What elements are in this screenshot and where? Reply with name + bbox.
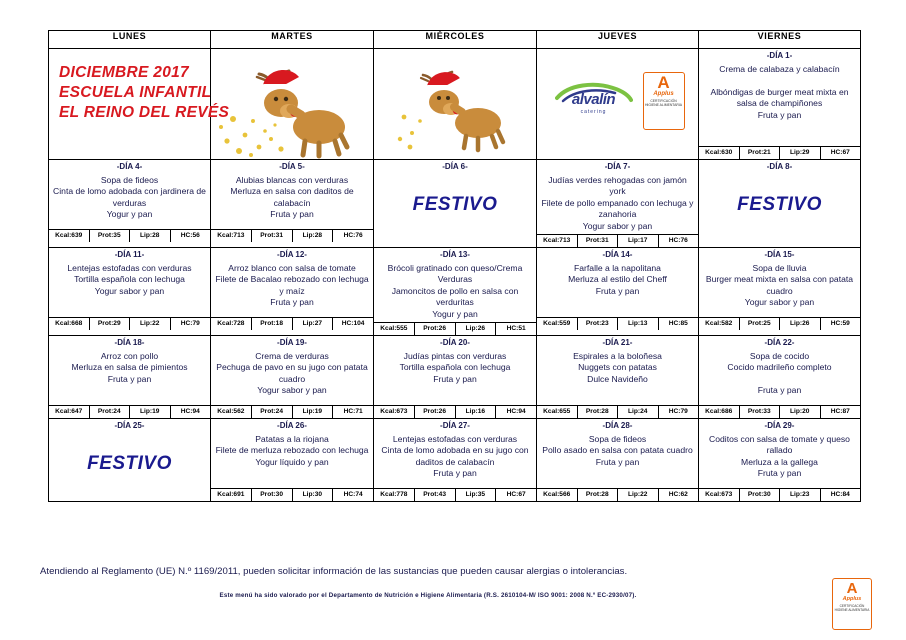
menu-cell-dia-27 [374, 419, 537, 502]
title-line-name: EL REINO DEL REVÉS [59, 104, 230, 121]
week-row-3 [49, 248, 861, 336]
nutrition-lip: Lip:17 [618, 235, 659, 247]
day-label: -DÍA 19- [277, 338, 307, 348]
nutrition-kcal: Kcal:562 [211, 406, 252, 418]
applus-cert-text: CERTIFICACIÓN HIGIENE ALIMENTARIA [644, 99, 683, 108]
nutrition-kcal: Kcal:555 [374, 323, 415, 335]
day-label: -DÍA 25- [114, 421, 145, 431]
nutrition-row [699, 488, 860, 501]
nutrition-row [49, 229, 210, 242]
day-label: -DÍA 4- [116, 162, 143, 171]
menu-cell-dia-13 [374, 248, 537, 336]
table-header-row [49, 31, 861, 49]
nutrition-row [537, 234, 698, 247]
nutrition-prot: Prot:23 [578, 318, 619, 330]
nutrition-row [699, 146, 860, 159]
meal-lines [537, 260, 698, 299]
menu-cell-dia-21 [537, 336, 699, 419]
nutrition-prot: Prot:43 [415, 489, 456, 501]
menu-cell-dia-5 [211, 160, 374, 248]
column-header-martes: MARTES [211, 31, 374, 49]
nutrition-hc: HC:74 [343, 491, 363, 499]
meal-line: Cinta de lomo adobada en su jugo con daditos de calabacín [381, 445, 529, 467]
day-label: -DÍA 22- [764, 338, 795, 348]
nutrition-prot: Prot:26 [415, 323, 456, 335]
meal-line: Burger meat mixta en salsa con patata cuadro [705, 274, 854, 296]
week-row-2 [49, 160, 861, 248]
nutrition-prot: Prot:33 [740, 406, 781, 418]
meal-lines [49, 172, 210, 223]
nutrition-lip: Lip:26 [780, 318, 821, 330]
meal-line: Jamoncitos de pollo en salsa con verduritas [391, 285, 519, 308]
nutrition-hc: HC:62 [668, 491, 688, 499]
meal-lines [211, 348, 373, 399]
nutrition-lip: Lip:22 [618, 489, 659, 501]
day-label: -DÍA 8- [766, 162, 793, 171]
menu-cell-dia-6-festivo [374, 160, 537, 248]
allergen-legal-text: Atendiendo al Reglamento (UE) N.º 1169/2011, pueden solicitar información de las sustancias que pueden causar alergias o intolerancias. [40, 566, 628, 577]
menu-cell-dia-4 [49, 160, 211, 248]
title-line-month: DICIEMBRE 2017 [59, 64, 189, 81]
meal-line: Sopa de fideos [100, 175, 159, 185]
meal-line: Espirales a la boloñesa [573, 351, 662, 362]
menu-cell-dia-28 [537, 419, 699, 502]
nutrition-hc: HC:87 [830, 408, 850, 416]
day-label: -DÍA 28- [602, 421, 633, 431]
nutrition-lip: Lip:27 [293, 318, 334, 330]
menu-cell-dia-26 [211, 419, 374, 502]
nutrition-row [374, 322, 536, 335]
meal-line: Yogur sabor y pan [94, 285, 165, 296]
meal-line: Dulce Navideño [587, 373, 648, 384]
nutrition-hc: HC:76 [668, 237, 688, 245]
nutrition-hc: HC:84 [830, 491, 850, 499]
day-label: -DÍA 11- [114, 250, 145, 260]
meal-line: Merluza al estilo del Cheff [568, 274, 667, 285]
nutrition-hc: HC:94 [506, 408, 526, 416]
meal-line: Judías pintas con verduras [403, 351, 507, 362]
nutrition-kcal: Kcal:673 [374, 406, 415, 418]
meal-line: Fruta y pan [595, 456, 640, 467]
meal-lines [699, 431, 860, 482]
nutrition-lip: Lip:19 [130, 406, 171, 418]
day-label: -DÍA 6- [442, 162, 468, 171]
nutrition-lip: Lip:26 [456, 323, 497, 335]
nutrition-prot: Prot:35 [90, 230, 131, 242]
nutrition-kcal: Kcal:566 [537, 489, 578, 501]
column-header-viernes: VIERNES [699, 31, 861, 49]
meal-lines [374, 348, 536, 387]
nutrition-row-empty [374, 230, 536, 242]
meal-line: Fruta y pan [433, 373, 477, 384]
nutrition-hc: HC:67 [506, 491, 526, 499]
nutrition-lip: Lip:19 [293, 406, 334, 418]
meal-lines [211, 172, 373, 223]
day-label: -DÍA 27- [440, 421, 470, 431]
nutrition-row [211, 405, 373, 418]
nutrition-kcal: Kcal:630 [699, 147, 740, 159]
column-header-jueves: JUEVES [537, 31, 699, 49]
nutrition-row [211, 317, 373, 330]
menu-cell-dia-25-festivo [49, 419, 211, 502]
menu-cell-dia-12 [211, 248, 374, 336]
nutrition-kcal: Kcal:686 [699, 406, 740, 418]
nutrition-hc: HC:56 [180, 232, 200, 239]
menu-cell-dia-8-festivo [699, 160, 861, 248]
nutrition-lip: Lip:13 [618, 318, 659, 330]
festivo-label: FESTIVO [737, 194, 822, 215]
meal-lines [211, 260, 373, 311]
meal-line: Yogur sabor y pan [744, 297, 815, 308]
nutrition-kcal: Kcal:673 [699, 489, 740, 501]
meal-line: Crema de verduras [255, 351, 329, 362]
meal-line: Fruta y pan [757, 385, 802, 396]
nutrition-lip: Lip:16 [456, 406, 497, 418]
menu-cell-dia-15 [699, 248, 861, 336]
nutrition-prot: Prot:24 [90, 406, 131, 418]
nutrition-row [374, 405, 536, 418]
alvalin-tagline: catering [580, 109, 607, 115]
day-label: -DÍA 15- [764, 250, 795, 260]
meal-line: Fruta y pan [433, 468, 477, 479]
menu-cell-dia-18 [49, 336, 211, 419]
meal-line: Yogur y pan [432, 308, 478, 319]
meal-line: Crema de calabaza y calabacín [719, 64, 840, 74]
meal-lines [699, 260, 860, 311]
nutrition-prot: Prot:18 [252, 318, 293, 330]
nutrition-lip: Lip:28 [130, 230, 171, 242]
meal-line: Filete de Bacalao rebozado con lechuga y maíz [215, 274, 369, 296]
nutrition-lip: Lip:23 [780, 489, 821, 501]
meal-lines [537, 172, 698, 234]
menu-cell-dia-20 [374, 336, 537, 419]
day-label: -DÍA 21- [602, 338, 633, 348]
meal-lines [211, 431, 373, 470]
festivo-label: FESTIVO [412, 194, 498, 215]
nutrition-lip: Lip:28 [293, 230, 334, 242]
week-row-5 [49, 419, 861, 502]
menu-cell-dia-22 [699, 336, 861, 419]
menu-cell-dia-14 [537, 248, 699, 336]
menu-cell-dia-29 [699, 419, 861, 502]
nutrition-kcal: Kcal:713 [537, 235, 578, 247]
nutrition-lip: Lip:20 [780, 406, 821, 418]
meal-line [703, 374, 856, 385]
nutrition-hc: HC:51 [506, 325, 526, 333]
nutrition-prot: Prot:28 [578, 406, 619, 418]
nutrition-lip: Lip:24 [618, 406, 659, 418]
nutrition-lip: Lip:29 [780, 147, 821, 159]
nutrition-prot: Prot:25 [740, 318, 781, 330]
nutrition-kcal: Kcal:713 [211, 230, 252, 242]
nutrition-row [537, 317, 698, 330]
day-label: -DÍA 18- [114, 338, 145, 348]
reindeer-small-illustration-icon [394, 59, 524, 155]
day-label: -DÍA 7- [604, 162, 631, 171]
week-row-4 [49, 336, 861, 419]
meal-line: Cinta de lomo adobada con jardinera de verduras [53, 186, 206, 208]
footer-applus-badge [832, 578, 872, 630]
nutrition-prot: Prot:21 [740, 147, 781, 159]
nutrition-row [49, 405, 210, 418]
applus-grade: A [657, 73, 670, 92]
nutrition-prot: Prot:26 [415, 406, 456, 418]
nutrition-row [537, 405, 698, 418]
meal-lines [537, 431, 698, 470]
meal-line: Merluza a la gallega [741, 456, 818, 467]
title-line-school: ESCUELA INFANTIL [59, 84, 212, 101]
festivo-label: FESTIVO [87, 453, 172, 475]
meal-line: Farfalle a la napolitana [574, 263, 661, 274]
nutrition-kcal: Kcal:582 [699, 318, 740, 330]
meal-lines [374, 431, 536, 482]
nutrition-hc: HC:67 [830, 149, 850, 156]
nutrition-row [49, 317, 210, 330]
week-row-1 [49, 49, 861, 160]
meal-line: Coditos con salsa de tomate y queso rallado [709, 434, 850, 456]
monthly-menu-table [48, 30, 861, 502]
applus-cert-text: CERTIFICACIÓN HIGIENE ALIMENTARIA [834, 604, 870, 612]
meal-line: Yogur sabor y pan [257, 385, 327, 396]
validation-text: Este menú ha sido valorado por el Departamento de Nutrición e Higiene Alimentaria (R.S. 2610104-M/ ISO 9001: 2008 N.º EC-2930/07). [219, 592, 637, 599]
day-label: -DÍA 12- [277, 250, 307, 260]
nutrition-lip: Lip:22 [130, 318, 171, 330]
decoration-cell-reindeer-right [374, 49, 537, 160]
nutrition-hc: HC:76 [343, 232, 363, 239]
meal-line: Yogur sabor y pan [582, 220, 653, 231]
applus-grade: A [846, 580, 858, 597]
nutrition-lip: Lip:30 [293, 489, 334, 501]
meal-line: Lentejas estofadas con verduras [67, 263, 192, 274]
nutrition-kcal: Kcal:655 [537, 406, 578, 418]
nutrition-kcal: Kcal:778 [374, 489, 415, 501]
nutrition-prot: Prot:30 [740, 489, 781, 501]
meal-line: Pollo asado en salsa con patata cuadro [542, 445, 693, 456]
meal-line: Fruta y pan [757, 109, 802, 120]
day-label: -DÍA 5- [279, 162, 305, 171]
meal-line: Filete de pollo empanado con lechuga y zanahoria [541, 197, 694, 220]
meal-line: Fruta y pan [757, 468, 802, 479]
menu-cell-dia-19 [211, 336, 374, 419]
meal-lines [49, 260, 210, 299]
menu-cell-dia-1 [699, 49, 861, 160]
brand-logo-cell [537, 49, 699, 160]
nutrition-hc: HC:79 [668, 408, 688, 416]
meal-line: Arroz con pollo [100, 351, 159, 362]
applus-certification-badge [643, 72, 685, 130]
nutrition-lip: Lip:35 [456, 489, 497, 501]
nutrition-row [374, 488, 536, 501]
nutrition-prot: Prot:24 [252, 406, 293, 418]
day-label: -DÍA 20- [440, 338, 470, 348]
nutrition-kcal: Kcal:639 [49, 230, 90, 242]
nutrition-prot: Prot:31 [578, 235, 619, 247]
nutrition-row [699, 405, 860, 418]
decoration-cell-reindeer-left [211, 49, 374, 160]
alvalin-logo-text: alvalín [571, 91, 616, 108]
meal-line: Alubias blancas con verduras [235, 175, 349, 185]
day-label: -DÍA 14- [602, 250, 633, 260]
nutrition-hc: HC:94 [180, 408, 200, 416]
title-cell [49, 49, 230, 160]
meal-lines [374, 260, 536, 322]
alvalin-swoosh-icon [555, 82, 633, 104]
column-header-lunes: LUNES [49, 31, 211, 49]
meal-line: Sopa de cocido [749, 351, 810, 362]
nutrition-row-empty [699, 230, 860, 242]
nutrition-prot: Prot:29 [90, 318, 131, 330]
meal-line: Sopa de fideos [588, 434, 647, 445]
nutrition-prot: Prot:30 [252, 489, 293, 501]
meal-line: Tortilla española con lechuga [399, 362, 511, 373]
meal-line: Fruta y pan [595, 285, 640, 296]
meal-line: Yogur y pan [106, 209, 153, 220]
reindeer-illustration-icon [219, 55, 369, 159]
nutrition-hc: HC:71 [343, 408, 363, 416]
nutrition-prot: Prot:31 [252, 230, 293, 242]
meal-lines [699, 348, 860, 399]
meal-line: Arroz blanco con salsa de tomate [228, 263, 356, 274]
nutrition-hc: HC:79 [180, 320, 200, 328]
nutrition-kcal: Kcal:728 [211, 318, 252, 330]
nutrition-kcal: Kcal:647 [49, 406, 90, 418]
meal-line: Albóndigas de burger meat mixta en salsa de champiñones [710, 86, 849, 109]
meal-line: Merluza en salsa con daditos de calabacín [230, 186, 354, 208]
meal-line [703, 75, 856, 86]
alvalin-logo [551, 80, 637, 122]
meal-line: Lentejas estofadas con verduras [392, 434, 518, 445]
meal-line: Filete de merluza rebozado con lechuga [215, 445, 369, 456]
day-label: -DÍA 1- [766, 51, 793, 60]
meal-line: Merluza en salsa de pimientos [71, 362, 188, 373]
nutrition-kcal: Kcal:691 [211, 489, 252, 501]
nutrition-row [211, 488, 373, 501]
nutrition-kcal: Kcal:668 [49, 318, 90, 330]
meal-lines [699, 61, 860, 123]
nutrition-hc: HC:104 [341, 320, 365, 328]
meal-line: Sopa de lluvia [752, 263, 807, 274]
meal-line: Fruta y pan [270, 209, 314, 220]
meal-line: Yogur líquido y pan [255, 456, 329, 467]
menu-cell-dia-7 [537, 160, 699, 248]
day-label: -DÍA 13- [440, 250, 470, 260]
nutrition-row-empty [49, 489, 210, 501]
nutrition-prot: Prot:28 [578, 489, 619, 501]
meal-line: Pechuga de pavo en su jugo con patata cuadro [216, 362, 368, 384]
nutrition-row [211, 229, 373, 242]
applus-name: Applus [842, 596, 862, 602]
applus-name: Applus [653, 91, 674, 97]
nutrition-kcal: Kcal:559 [537, 318, 578, 330]
meal-lines [49, 348, 210, 387]
meal-line: Judías verdes rehogadas con jamón york [548, 175, 687, 197]
column-header-miercoles: MIÉRCOLES [374, 31, 537, 49]
nutrition-row [699, 317, 860, 330]
nutrition-row [537, 488, 698, 501]
meal-line: Fruta y pan [270, 297, 314, 308]
nutrition-hc: HC:59 [830, 320, 850, 328]
day-label: -DÍA 26- [277, 421, 307, 431]
menu-cell-dia-11 [49, 248, 211, 336]
nutrition-hc: HC:85 [668, 320, 688, 328]
meal-lines [537, 348, 698, 387]
day-label: -DÍA 29- [764, 421, 795, 431]
meal-line: Tortilla española con lechuga [74, 274, 185, 285]
meal-line: Brócoli gratinado con queso/Crema Verduras [387, 263, 523, 285]
meal-line: Patatas a la riojana [255, 434, 329, 445]
meal-line: Fruta y pan [107, 373, 152, 384]
meal-line: Nuggets con patatas [578, 362, 657, 373]
meal-line: Cocido madrileño completo [727, 362, 832, 373]
